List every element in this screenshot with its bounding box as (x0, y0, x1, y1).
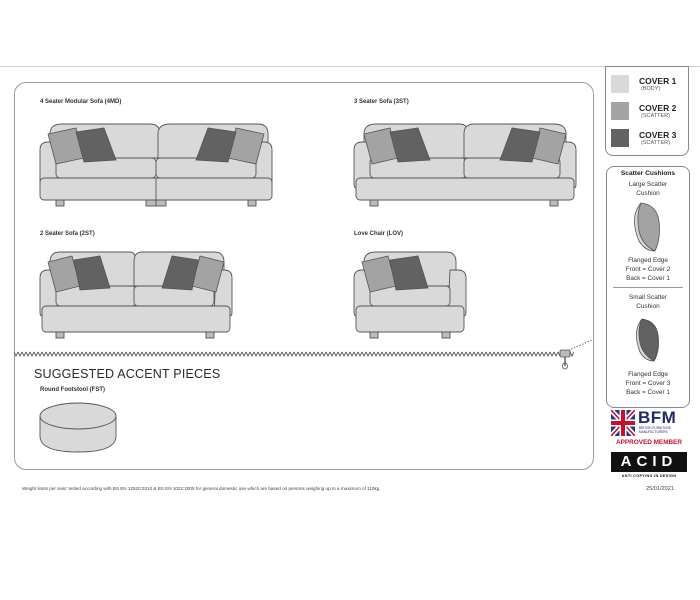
sofa-3-seater-drawing (350, 118, 580, 218)
bfm-small-text: BRITISH FURNITURE MANUFACTURERS (639, 426, 671, 434)
large-scatter-edge: Flanged Edge (628, 257, 668, 264)
love-chair-drawing (350, 246, 470, 346)
accent-pieces-title: SUGGESTED ACCENT PIECES (34, 367, 221, 381)
cover-2-name: COVER 2 (639, 103, 677, 113)
round-footstool-drawing (38, 400, 118, 456)
large-scatter-title-line-2: Cushion (636, 190, 660, 197)
small-scatter-cushion-icon (635, 317, 661, 363)
large-scatter-cushion-icon (633, 201, 663, 253)
sofa-2-seater-drawing (36, 246, 236, 346)
scatter-cushions-legend (606, 166, 690, 408)
cover-3-swatch (611, 129, 629, 147)
header-divider (0, 66, 700, 67)
small-scatter-front: Front = Cover 3 (625, 380, 671, 387)
label-love-chair: Love Chair (LOV) (354, 231, 404, 237)
zipper-pull-icon (556, 336, 596, 370)
acid-logo: ACID (611, 452, 687, 472)
document-date: 25/01/2021 (646, 486, 674, 492)
cover-legend (605, 66, 689, 156)
small-scatter-back: Back = Cover 1 (626, 389, 670, 396)
cover-3-row (611, 129, 687, 149)
bfm-approved-member: APPROVED MEMBER (615, 439, 683, 446)
large-scatter-front: Front = Cover 2 (625, 266, 671, 273)
weight-limit-footnote: Weight limits per seat: tested according with BS EN 12520:2010 & BS EN 1022:2005 for general domestic use which are based on persons weighing up to a maximum of 110kg. (22, 486, 381, 491)
bfm-approved-member-badge (611, 409, 687, 449)
label-round-footstool: Round Footstool (FST) (40, 387, 105, 393)
cover-3-name: COVER 3 (639, 130, 677, 140)
acid-badge (611, 452, 687, 482)
large-scatter-title-line-1: Large Scatter (628, 181, 668, 188)
small-scatter-edge: Flanged Edge (628, 371, 668, 378)
cover-2-row (611, 102, 687, 122)
cover-1-name: COVER 1 (639, 76, 677, 86)
cover-2-swatch (611, 102, 629, 120)
label-2-seater-sofa: 2 Seater Sofa (2ST) (40, 231, 95, 237)
scatter-cushions-title: Scatter Cushions (620, 170, 676, 177)
zipper-divider (14, 351, 574, 357)
large-scatter-back: Back = Cover 1 (626, 275, 670, 282)
cover-1-sub: (BODY) (641, 86, 661, 92)
acid-subtitle: ANTI COPYING IN DESIGN (621, 474, 677, 478)
sofa-4-seater-modular-drawing (36, 118, 276, 218)
bfm-logo: BFM (638, 408, 677, 427)
union-flag-icon (611, 410, 635, 436)
cover-1-row (611, 75, 687, 95)
cover-3-sub: (SCATTER) (641, 140, 670, 146)
scatter-divider (613, 287, 683, 288)
small-scatter-title-line-2: Cushion (636, 303, 660, 310)
small-scatter-title-line-1: Small Scatter (628, 294, 667, 301)
label-4-seater-modular-sofa: 4 Seater Modular Sofa (4MD) (40, 99, 122, 105)
cover-2-sub: (SCATTER) (641, 113, 670, 119)
label-3-seater-sofa: 3 Seater Sofa (3ST) (354, 99, 409, 105)
cover-1-swatch (611, 75, 629, 93)
